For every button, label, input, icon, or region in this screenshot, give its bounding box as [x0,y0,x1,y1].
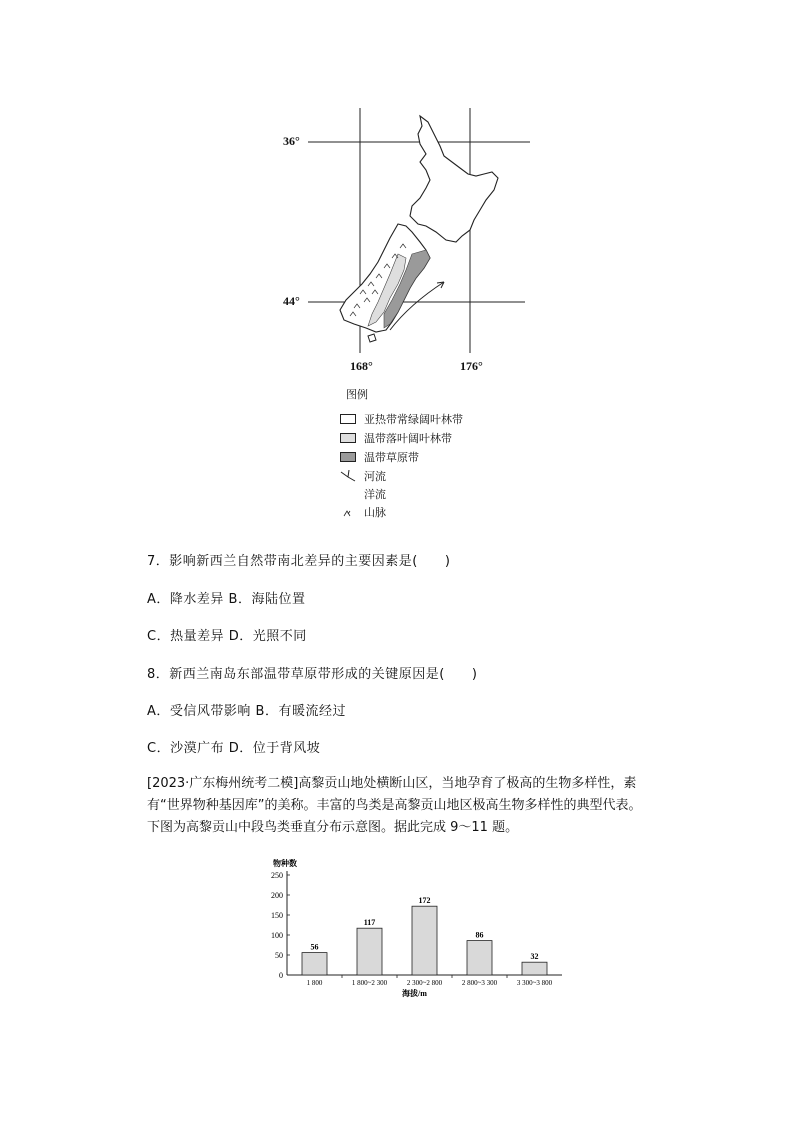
question-7-stem: 7．影响新西兰自然带南北差异的主要因素是( ) [147,554,451,569]
legend-item: 山脉 [340,504,386,520]
legend-title: 图例 [346,388,368,401]
question-8-options-cd: C．沙漠广布 D．位于背风坡 [147,741,321,756]
new-zealand-map [280,108,540,373]
lat-label-36: 36° [283,134,300,148]
legend-swatch [340,414,356,424]
x-tick-label: 1 800~2 300 [351,979,388,987]
passage: [2023·广东梅州统考二模]高黎贡山地处横断山区，当地孕育了极高的生物多样性，素有“世界物种基因库”的美称。丰富的鸟类是高黎贡山地区极高生物多样性的典型代表。下图为高黎贡山中段鸟类垂直分布示意图。据此完成 9～11 题。 [147,776,642,835]
y-tick-label: 100 [271,931,283,940]
question-8-stem: 8．新西兰南岛东部温带草原带形成的关键原因是( ) [147,667,478,682]
bar [302,953,327,975]
bar [467,941,492,975]
bar-value-label: 32 [530,952,539,962]
lat-label-44: 44° [283,294,300,308]
bar-value-label: 117 [363,918,376,928]
x-tick-label: 2 300~2 800 [406,979,443,987]
legend-item: 洋流 [364,488,386,501]
legend-item: 温带草原带 [340,449,419,465]
bar [412,906,437,975]
bar-value-label: 86 [475,930,484,940]
question-8-options-ab: A．受信风带影响 B．有暖流经过 [147,704,346,719]
lon-label-176: 176° [460,359,483,373]
y-axis-label: 物种数 [273,859,297,868]
x-tick-label: 3 300~3 800 [516,979,553,987]
y-tick-label: 250 [271,871,283,880]
y-tick-label: 150 [271,911,283,920]
y-tick-label: 0 [279,971,283,980]
legend-item: 亚热带常绿阔叶林带 [340,411,463,427]
bar [522,962,547,975]
bar-value-label: 172 [418,896,431,906]
lon-label-168: 168° [350,359,373,373]
bar [357,928,382,975]
x-tick-label: 1 800 [306,979,323,987]
bird-distribution-chart [260,855,570,1000]
mountain-icon [340,506,356,518]
legend-item: 温带落叶阔叶林带 [340,430,452,446]
x-axis-label: 海拔/m [402,989,427,998]
y-tick-label: 50 [275,951,283,960]
bar-value-label: 56 [310,942,319,952]
legend-swatch [340,433,356,443]
north-island [410,116,498,242]
legend-item: 河流 [340,468,386,484]
legend-swatch [340,452,356,462]
question-7-options-ab: A．降水差异 B．海陆位置 [147,592,306,607]
x-tick-label: 2 800~3 300 [461,979,498,987]
question-7-options-cd: C．热量差异 D．光照不同 [147,629,307,644]
y-tick-label: 200 [271,891,283,900]
river-icon [340,470,356,482]
